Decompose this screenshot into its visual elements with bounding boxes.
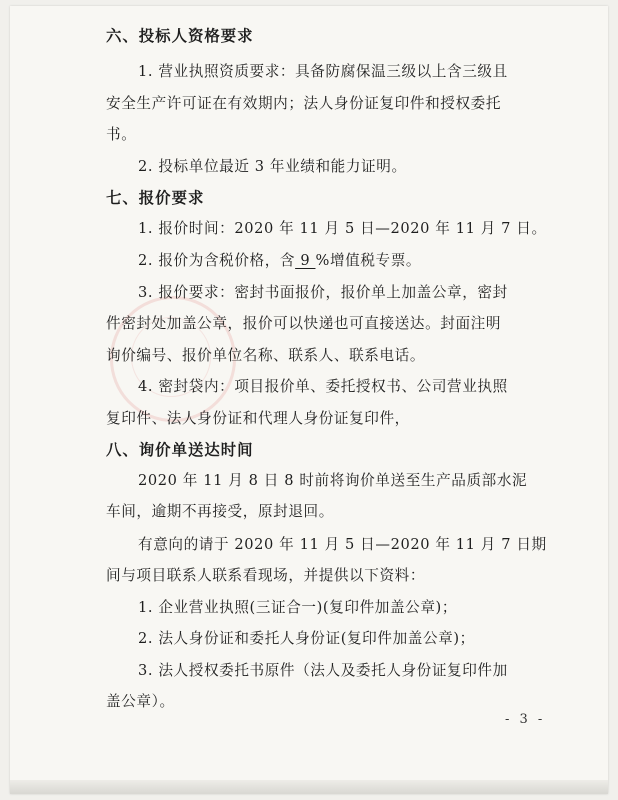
s8-item2: 2. 法人身份证和委托人身份证(复印件加盖公章)； [138,630,475,647]
s7-p4-line1: 4. 密封袋内：项目报价单、委托授权书、公司营业执照 [138,378,508,395]
s8-item1: 1. 企业营业执照(三证合一)(复印件加盖公章)； [138,599,458,616]
s8-p2-line2: 间与项目联系人联系看现场，并提供以下资料： [106,567,426,584]
s8-p1-line1: 2020 年 11 月 8 日 8 时前将询价单送至生产品质部水泥 [138,472,528,489]
s7-p3-line2: 件密封处加盖公章，报价可以快递也可直接送达。封面注明 [106,315,502,332]
section-7-title: 七、报价要求 [106,189,205,207]
s7-p1: 1. 报价时间：2020 年 11 月 5 日—2020 年 11 月 7 日。 [138,220,547,237]
s7-p3-line3: 询价编号、报价单位名称、联系人、联系电话。 [106,347,426,364]
scan-edge [10,780,608,794]
document-page [10,6,608,794]
s6-p1-line1: 1. 营业执照资质要求：具备防腐保温三级以上含三级且 [138,63,508,80]
s8-p2-line1: 有意向的请于 2020 年 11 月 5 日—2020 年 11 月 7 日期 [138,536,547,553]
page-number: - 3 - [505,712,546,727]
bleed-through-text [250,118,530,268]
s6-p1-line3: 书。 [106,126,137,143]
s6-p1-line2: 安全生产许可证在有效期内；法人身份证复印件和授权委托 [106,95,502,112]
section-6-title: 六、投标人资格要求 [106,27,254,45]
section-8-title: 八、询价单送达时间 [106,441,254,459]
s7-p2-post: %增值税专票。 [315,252,422,269]
s7-p2 [138,251,421,271]
s7-p4-line2: 复印件、法人身份证和代理人身份证复印件， [106,410,410,427]
vat-rate: 9 [295,252,316,269]
s7-p2-pre: 2. 报价为含税价格，含 [138,252,296,269]
s8-item3-line1: 3. 法人授权委托书原件（法人及委托人身份证复印件加 [138,662,508,679]
s7-p3-line1: 3. 报价要求：密封书面报价，报价单上加盖公章，密封 [138,284,508,301]
s6-p2: 2. 投标单位最近 3 年业绩和能力证明。 [138,158,407,175]
s8-p1-line2: 车间，逾期不再接受，原封退回。 [106,503,334,520]
s8-item3-line2: 盖公章）。 [106,693,175,710]
